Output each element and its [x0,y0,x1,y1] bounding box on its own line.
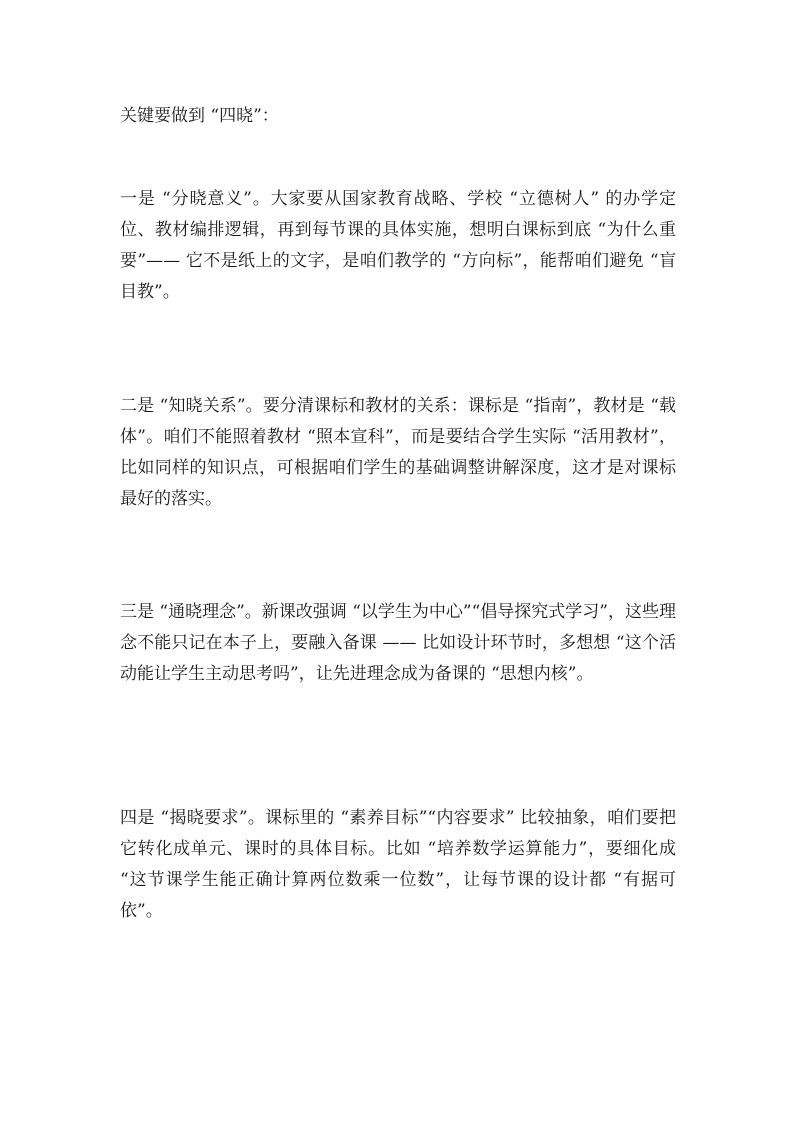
paragraph-concept: 三是 “通晓理念”。新课改强调 “以学生为中心”“倡导探究式学习”，这些理念不能只记在本子上，要融入备课 —— 比如设计环节时，多想想 “这个活动能让学生主动思考吗”，让先进理念成为备课的 “思想内核”。 [120,602,676,684]
section-heading: 关键要做到 “四晓”： [120,106,279,126]
paragraph-meaning: 一是 “分晓意义”。大家要从国家教育战略、学校 “立德树人” 的办学定位、教材编排逻辑，再到每节课的具体实施，想明白课标到底 “为什么重要”—— 它不是纸上的文字，是咱们教学的 “方向标”，能帮咱们避免 “盲目教”。 [120,189,676,302]
paragraph-requirements: 四是 “揭晓要求”。课标里的 “素养目标”“内容要求” 比较抽象，咱们要把它转化成单元、课时的具体目标。比如 “培养数学运算能力”，要细化成 “这节课学生能正确计算两位数乘一位数”，让每节课的设计都 “有据可依”。 [120,808,676,921]
paragraph-relationship: 二是 “知晓关系”。要分清课标和教材的关系：课标是 “指南”，教材是 “载体”。咱们不能照着教材 “照本宣科”，而是要结合学生实际 “活用教材”，比如同样的知识点，可根据咱们学生的基础调整讲解深度，这才是对课标最好的落实。 [120,396,676,509]
